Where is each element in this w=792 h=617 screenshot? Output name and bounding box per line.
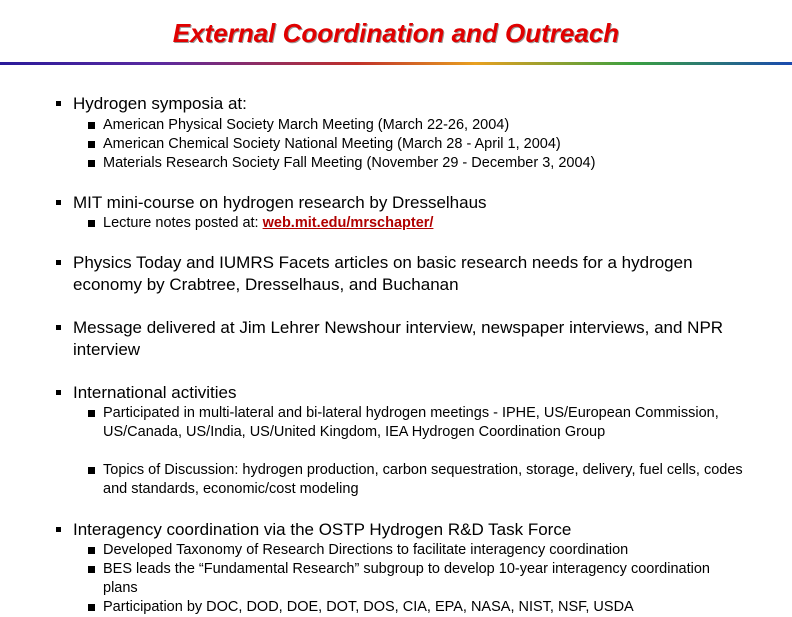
sub-bullet-marker <box>88 604 95 611</box>
bullet-marker <box>56 200 61 205</box>
sub-bullet: Materials Research Society Fall Meeting (November 29 - December 3, 2004) <box>88 154 748 173</box>
sub-bullet: Participated in multi-lateral and bi-lateral hydrogen meetings - IPHE, US/European Commission, US/Canada, US/India, US/United Kingdom, IEA Hydrogen Coordination Group <box>88 404 748 442</box>
bullet-text: Interagency coordination via the OSTP Hydrogen R&D Task Force <box>73 520 572 539</box>
sub-bullet-marker <box>88 467 95 474</box>
bullet-mit-course <box>56 192 746 214</box>
bullet-marker <box>56 325 61 330</box>
bullet-marker <box>56 260 61 265</box>
sub-bullet: Participation by DOC, DOD, DOE, DOT, DOS, CIA, EPA, NASA, NIST, NSF, USDA <box>88 598 748 617</box>
bullet-media <box>56 317 746 361</box>
sub-bullet-marker <box>88 141 95 148</box>
bullet-text: International activities <box>73 383 237 402</box>
bullet-text: Hydrogen symposia at: <box>73 94 247 113</box>
bullet-text: Physics Today and IUMRS Facets articles on basic research needs for a hydrogen economy by Crabtree, Dresselhaus, and Buchanan <box>73 253 693 294</box>
bullet-symposia <box>56 93 746 115</box>
bullet-international <box>56 382 746 404</box>
sub-bullet: American Chemical Society National Meeting (March 28 - April 1, 2004) <box>88 135 748 154</box>
lecture-notes-link[interactable]: web.mit.edu/mrschapter/ <box>262 215 434 231</box>
sub-bullet-marker <box>88 566 95 573</box>
sub-bullet-marker <box>88 160 95 167</box>
sub-bullet: BES leads the “Fundamental Research” subgroup to develop 10-year interagency coordination plans <box>88 560 748 598</box>
sub-bullet: Lecture notes posted at: web.mit.edu/mrschapter/ <box>88 214 748 233</box>
bullet-text: Message delivered at Jim Lehrer Newshour interview, newspaper interviews, and NPR interview <box>73 318 724 359</box>
bullet-marker <box>56 101 61 106</box>
sub-bullet: Developed Taxonomy of Research Directions to facilitate interagency coordination <box>88 541 748 560</box>
sub-bullet: Topics of Discussion: hydrogen production, carbon sequestration, storage, delivery, fuel cells, codes and standards, economic/cost modeling <box>88 461 748 499</box>
bullet-marker <box>56 527 61 532</box>
sub-bullet-marker <box>88 410 95 417</box>
sub-bullet: American Physical Society March Meeting (March 22-26, 2004) <box>88 116 748 135</box>
slide-title: External Coordination and Outreach <box>172 18 620 48</box>
bullet-marker <box>56 390 61 395</box>
sub-bullet-marker <box>88 547 95 554</box>
bullet-interagency <box>56 519 746 541</box>
sub-bullet-marker <box>88 122 95 129</box>
sub-bullet-marker <box>88 220 95 227</box>
bullet-articles <box>56 252 746 296</box>
bullet-text: MIT mini-course on hydrogen research by Dresselhaus <box>73 193 487 212</box>
